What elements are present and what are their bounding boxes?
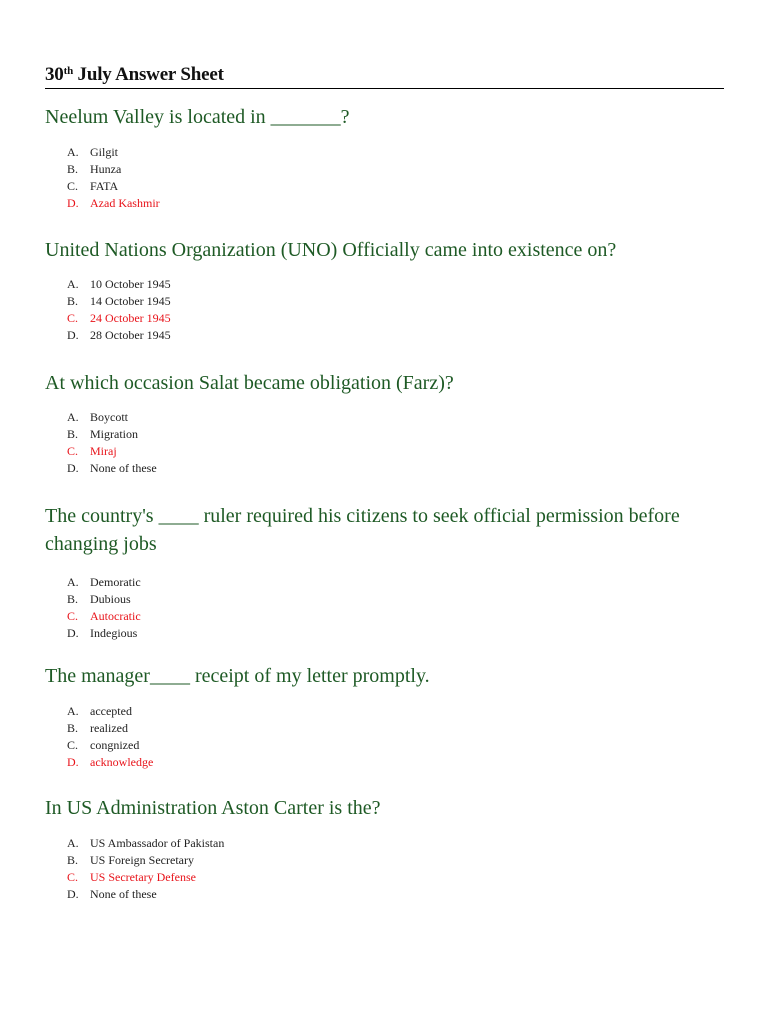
question-text: Neelum Valley is located in _______? (45, 106, 350, 128)
option-letter: D. (67, 755, 79, 769)
option-item (45, 144, 725, 161)
option-text: None of these (90, 887, 157, 901)
option-text: Demoratic (90, 575, 141, 589)
option-text: Hunza (90, 162, 122, 176)
option-text: realized (90, 721, 128, 735)
options-list (45, 574, 685, 642)
option-item-correct (45, 608, 685, 625)
option-letter: C. (67, 870, 79, 884)
option-letter: C. (67, 179, 79, 193)
title-ordinal-suffix: th (63, 65, 73, 77)
option-letter: B. (67, 853, 79, 867)
question-text: In US Administration Aston Carter is the? (45, 797, 381, 819)
question-block (45, 236, 725, 344)
option-text: Boycott (90, 410, 128, 424)
option-item (45, 737, 725, 754)
option-letter: B. (67, 162, 79, 176)
option-letter: A. (67, 145, 79, 159)
option-letter: C. (67, 311, 79, 325)
option-letter: A. (67, 704, 79, 718)
option-text: None of these (90, 461, 157, 475)
option-letter: C. (67, 444, 79, 458)
option-item-correct (45, 754, 725, 771)
option-letter: C. (67, 738, 79, 752)
option-letter: B. (67, 427, 79, 441)
option-letter: D. (67, 196, 79, 210)
option-item (45, 293, 725, 310)
options-list (45, 703, 725, 771)
option-text: Indegious (90, 626, 138, 640)
question-text: The country's ____ ruler required his citizens to seek official permission before changing jobs (45, 505, 680, 555)
question-text: The manager____ receipt of my letter promptly. (45, 665, 430, 687)
question-block (45, 662, 725, 771)
option-text: Autocratic (90, 609, 141, 623)
option-item (45, 591, 685, 608)
option-letter: A. (67, 575, 79, 589)
option-text: 28 October 1945 (90, 328, 171, 342)
option-text: Azad Kashmir (90, 196, 160, 210)
option-item-correct (45, 310, 725, 327)
option-letter: B. (67, 721, 79, 735)
option-item-correct (45, 195, 725, 212)
option-text: Gilgit (90, 145, 119, 159)
option-text: 10 October 1945 (90, 277, 171, 291)
option-item (45, 460, 725, 477)
option-item (45, 178, 725, 195)
option-text: US Secretary Defense (90, 870, 196, 884)
option-item-correct (45, 443, 725, 460)
options-list (45, 276, 725, 344)
title-number: 30 (45, 64, 64, 85)
option-text: Miraj (90, 444, 117, 458)
option-text: Migration (90, 427, 138, 441)
page-title (45, 64, 224, 85)
option-text: 14 October 1945 (90, 294, 171, 308)
options-list (45, 409, 725, 477)
option-letter: D. (67, 328, 79, 342)
option-item (45, 574, 685, 591)
option-text: US Foreign Secretary (90, 853, 194, 867)
title-text: July Answer Sheet (73, 64, 224, 85)
option-letter: B. (67, 592, 79, 606)
option-text: 24 October 1945 (90, 311, 171, 325)
question-text: United Nations Organization (UNO) Officially came into existence on? (45, 239, 617, 261)
question-block (45, 369, 725, 477)
question-block (45, 794, 725, 903)
option-item (45, 276, 725, 293)
options-list (45, 144, 725, 212)
option-text: FATA (90, 179, 119, 193)
option-item-correct (45, 869, 725, 886)
question-block (45, 103, 725, 212)
option-item (45, 327, 725, 344)
option-item (45, 409, 725, 426)
option-item (45, 852, 725, 869)
option-item (45, 625, 685, 642)
option-letter: A. (67, 277, 79, 291)
option-letter: C. (67, 609, 79, 623)
option-letter: A. (67, 410, 79, 424)
option-text: Dubious (90, 592, 131, 606)
option-text: accepted (90, 704, 132, 718)
option-letter: B. (67, 294, 79, 308)
option-item (45, 426, 725, 443)
option-text: US Ambassador of Pakistan (90, 836, 225, 850)
option-item (45, 703, 725, 720)
option-item (45, 835, 725, 852)
question-text: At which occasion Salat became obligation (Farz)? (45, 372, 454, 394)
option-item (45, 720, 725, 737)
option-letter: D. (67, 626, 79, 640)
option-text: acknowledge (90, 755, 154, 769)
page-header (45, 64, 724, 89)
question-block (45, 502, 685, 642)
option-item (45, 161, 725, 178)
option-letter: D. (67, 461, 79, 475)
option-item (45, 886, 725, 903)
options-list (45, 835, 725, 903)
option-letter: A. (67, 836, 79, 850)
option-letter: D. (67, 887, 79, 901)
option-text: congnized (90, 738, 140, 752)
